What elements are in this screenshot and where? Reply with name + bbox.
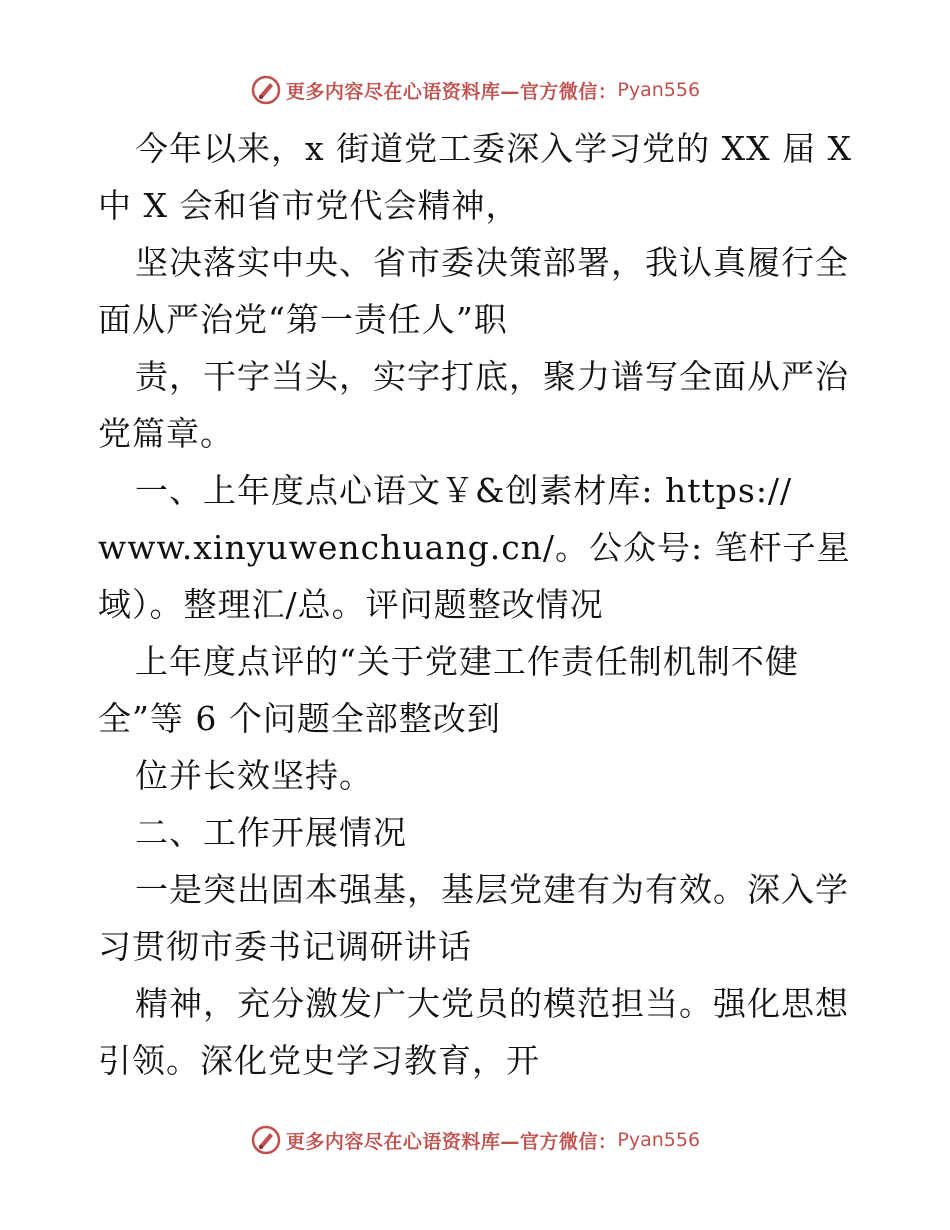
body-line: 今年以来，x 街道党工委深入学习党的 XX 届 X: [135, 129, 853, 168]
body-line: 全”等 6 个问题全部整改到: [98, 699, 501, 738]
body-line: 面从严治党“第一责任人”职: [98, 300, 508, 339]
body-line: 上年度点评的“关于党建工作责任制机制不健: [135, 642, 799, 681]
watermark-text: 更多内容尽在心语资料库—官方微信：: [285, 1130, 618, 1153]
body-line: 责，干字当头，实字打底，聚力谱写全面从严治: [135, 357, 849, 396]
watermark-banner-top: [0, 70, 950, 110]
watermark-id: Pyan556: [617, 1129, 701, 1151]
body-line: 中 X 会和省市党代会精神，: [98, 186, 520, 225]
document-body: [98, 120, 858, 1089]
body-line: 二、工作开展情况: [135, 813, 407, 852]
body-line: 习贯彻市委书记调研讲话: [98, 927, 472, 966]
body-line: 党篇章。: [98, 414, 234, 453]
watermark-logo-icon: [250, 74, 282, 106]
watermark-id: Pyan556: [617, 79, 701, 101]
body-line: 一、上年度点心语文￥&创素材库: https://: [135, 471, 793, 510]
body-line: 坚决落实中央、省市委决策部署，我认真履行全: [135, 243, 849, 282]
body-line: 域）。整理汇/总。评问题整改情况: [98, 585, 604, 624]
body-line: 位并长效坚持。: [135, 756, 373, 795]
watermark-text: 更多内容尽在心语资料库—官方微信：: [285, 80, 618, 103]
watermark-logo-icon: [250, 1124, 282, 1156]
body-line: 引领。深化党史学习教育，开: [98, 1041, 540, 1080]
watermark-banner-bottom: [0, 1120, 950, 1160]
body-line: 精神，充分激发广大党员的模范担当。强化思想: [135, 984, 849, 1023]
body-line: www.xinyuwenchuang.cn/。公众号: 笔杆子星: [98, 528, 851, 567]
body-line: 一是突出固本强基，基层党建有为有效。深入学: [135, 870, 849, 909]
